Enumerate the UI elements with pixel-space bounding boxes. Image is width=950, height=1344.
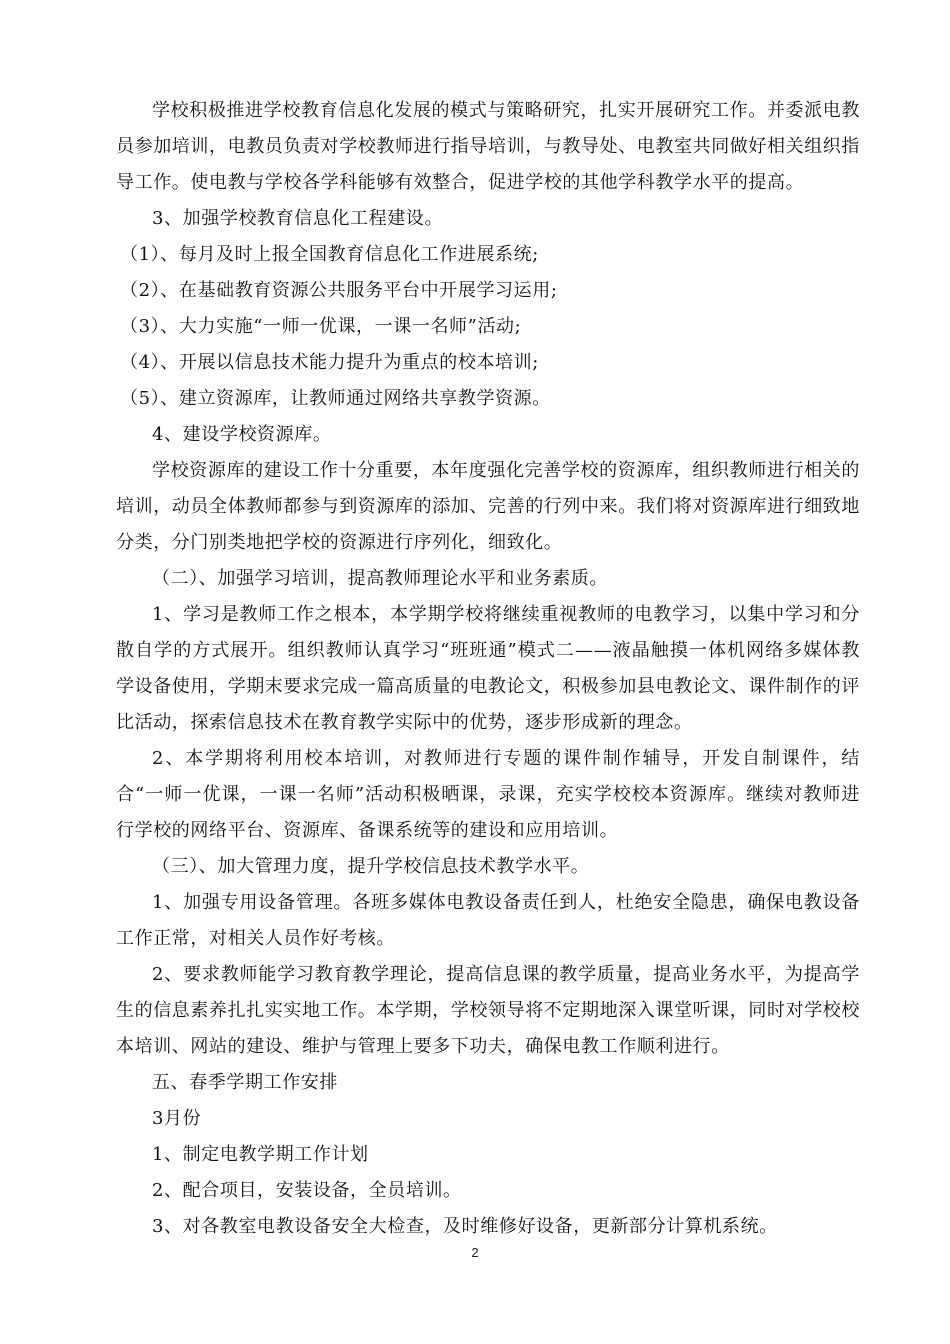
list-item-4: （4）、开展以信息技术能力提升为重点的校本培训;: [120, 352, 539, 373]
list-item-3: （3）、大力实施“一师一优课，一课一名师”活动;: [120, 316, 522, 337]
paragraph-study-1: 1、学习是教师工作之根本，本学期学校将继续重视教师的电教学习，以集中学习和分散自学的方式展开。组织教师认真学习“班班通”模式二——液晶触摸一体机网络多媒体教学设备使用，学期末要求完成一篇高质量的电教论文，积极参加县电教论文、课件制作的评比活动，探索信息技术在教育教学实际中的优势，逐步形成新的理念。: [116, 604, 860, 733]
section-heading-2: （二）、加强学习培训，提高教师理论水平和业务素质。: [152, 568, 608, 589]
paragraph-study-2: 2、本学期将利用校本培训，对教师进行专题的课件制作辅导，开发自制课件，结合“一师一优课，一课一名师”活动积极晒课，录课，充实学校校本资源库。继续对教师进行学校的网络平台、资源库、备课系统等的建设和应用培训。: [116, 748, 860, 841]
month-heading: 3月份: [152, 1108, 202, 1129]
document-body: [116, 93, 860, 1245]
paragraph-resource-library: 学校资源库的建设工作十分重要，本年度强化完善学校的资源库，组织教师进行相关的培训，动员全体教师都参与到资源库的添加、完善的行列中来。我们将对资源库进行细致地分类，分门别类地把学校的资源进行序列化，细致化。: [116, 460, 860, 553]
list-item-2: （2）、在基础教育资源公共服务平台中开展学习运用;: [120, 280, 558, 301]
task-item-2: 2、配合项目，安装设备，全员培训。: [152, 1180, 462, 1201]
section-heading-3: （三）、加大管理力度，提升学校信息技术教学水平。: [152, 856, 590, 877]
list-item-1: （1）、每月及时上报全国教育信息化工作进展系统;: [120, 244, 539, 265]
paragraph-management-1: 1、加强专用设备管理。各班多媒体电教设备责任到人，杜绝安全隐患，确保电教设备工作正常，对相关人员作好考核。: [116, 892, 860, 949]
task-item-3: 3、对各教室电教设备安全大检查，及时维修好设备，更新部分计算机系统。: [152, 1216, 778, 1237]
section-heading-5: 五、春季学期工作安排: [152, 1072, 338, 1093]
paragraph-management-2: 2、要求教师能学习教育教学理论，提高信息课的教学质量，提高业务水平，为提高学生的信息素养扎扎实实地工作。本学期，学校领导将不定期地深入课堂听课，同时对学校校本培训、网站的建设、维护与管理上要多下功夫，确保电教工作顺利进行。: [116, 964, 860, 1057]
list-item-5: （5）、建立资源库，让教师通过网络共享教学资源。: [120, 388, 551, 409]
page-number: 2: [471, 1245, 479, 1260]
paragraph-research-strategy: 学校积极推进学校教育信息化发展的模式与策略研究，扎实开展研究工作。并委派电教员参加培训，电教员负责对学校教师进行指导培训，与教导处、电教室共同做好相关组织指导工作。使电教与学校各学科能够有效整合，促进学校的其他学科教学水平的提高。: [116, 100, 860, 193]
paragraph-heading-3: 3、加强学校教育信息化工程建设。: [152, 208, 444, 229]
paragraph-heading-4: 4、建设学校资源库。: [152, 424, 332, 445]
task-item-1: 1、制定电教学期工作计划: [152, 1144, 369, 1165]
